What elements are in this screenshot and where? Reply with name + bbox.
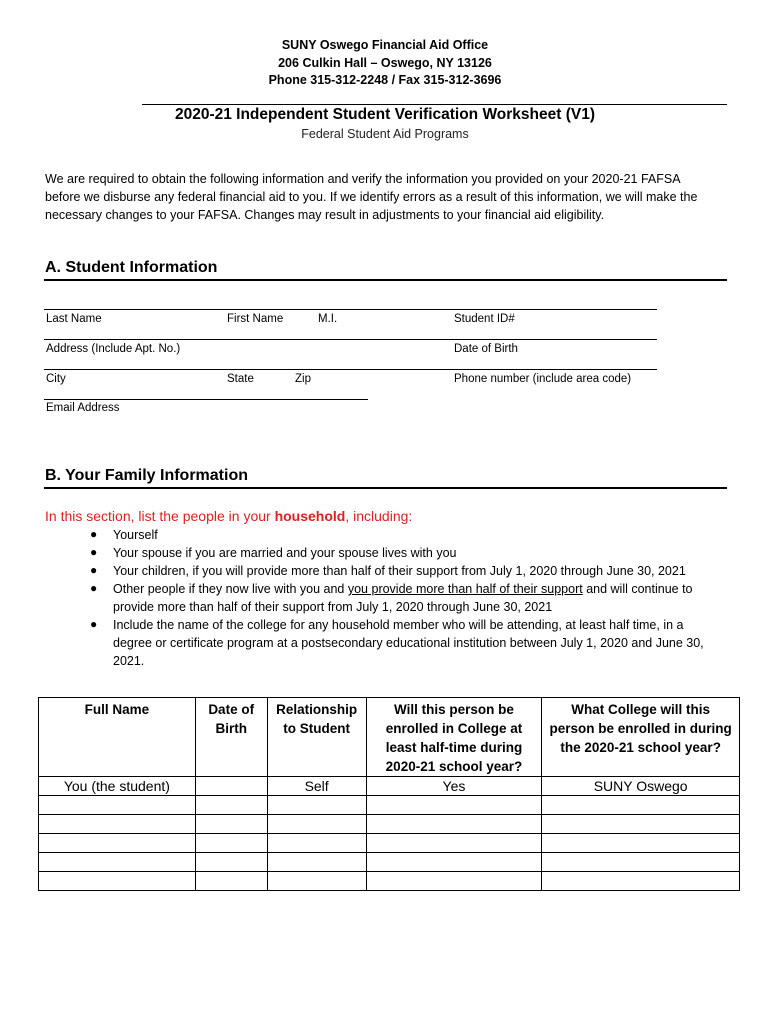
enrolled-header xyxy=(366,698,542,777)
section-a-rule xyxy=(44,279,727,281)
section-b-rule xyxy=(44,487,727,489)
table-row xyxy=(39,815,740,834)
full-name-header xyxy=(39,698,196,777)
bullet-text: Other people if they now live with you and xyxy=(113,582,348,596)
dob-cell[interactable] xyxy=(195,815,267,834)
bullet-underline-text: you provide more than half of their support xyxy=(347,582,583,596)
bullet-item xyxy=(113,616,733,670)
header-text: Will this person be xyxy=(394,702,514,717)
college-cell[interactable] xyxy=(542,796,740,815)
dob-cell[interactable] xyxy=(195,834,267,853)
bullet-item: Your spouse if you are married and your spouse lives with you xyxy=(113,546,457,560)
intro-line: We are required to obtain the following information and verify the information you provided on your 2020-21 FAFSA xyxy=(45,172,681,186)
dob-label: Date of Birth xyxy=(454,343,518,355)
name-cell[interactable] xyxy=(39,853,196,872)
college-cell[interactable] xyxy=(542,872,740,891)
page-subtitle: Federal Student Aid Programs xyxy=(301,127,469,141)
dob-cell[interactable] xyxy=(195,853,267,872)
header-text: to Student xyxy=(283,721,350,736)
page-title: 2020-21 Independent Student Verification Worksheet (V1) xyxy=(174,106,596,123)
table-row xyxy=(39,834,740,853)
enrolled-cell[interactable] xyxy=(366,853,542,872)
relationship-cell[interactable] xyxy=(267,796,366,815)
address-label: Address (Include Apt. No.) xyxy=(46,343,181,355)
enrolled-cell[interactable] xyxy=(366,815,542,834)
city-line[interactable] xyxy=(44,369,657,370)
enrolled-cell[interactable] xyxy=(366,796,542,815)
title-top-rule xyxy=(142,104,727,105)
header-text: Relationship xyxy=(276,702,358,717)
relationship-cell[interactable] xyxy=(267,815,366,834)
table-row xyxy=(39,796,740,815)
header-text: least half-time during xyxy=(385,740,523,755)
dob-cell[interactable] xyxy=(195,872,267,891)
email-label: Email Address xyxy=(46,402,120,414)
zip-label: Zip xyxy=(295,373,311,385)
student-id-label: Student ID# xyxy=(454,313,515,325)
bullet-item: Your children, if you will provide more than half of their support from July 1, 2020 through June 30, 2021 xyxy=(113,564,686,578)
enrolled-cell[interactable]: Yes xyxy=(366,777,542,796)
office-phone: Phone 315-312-2248 / Fax 315-312-3696 xyxy=(268,73,502,87)
name-cell[interactable] xyxy=(39,796,196,815)
enrolled-cell[interactable] xyxy=(366,834,542,853)
name-cell[interactable]: You (the student) xyxy=(39,777,196,796)
office-address: 206 Culkin Hall – Oswego, NY 13126 xyxy=(278,56,492,70)
header-text: 2020-21 school year? xyxy=(385,759,523,774)
bullet-item xyxy=(113,580,733,616)
bullet-text: and will continue to xyxy=(582,582,693,596)
intro-line: before we disburse any federal financial aid to you. If we identify errors as a result of this information, we will make the xyxy=(45,190,698,204)
bullet-text: 2021. xyxy=(113,654,145,668)
office-name: SUNY Oswego Financial Aid Office xyxy=(281,38,489,52)
section-a-heading: A. Student Information xyxy=(45,259,218,276)
last-name-label: Last Name xyxy=(46,313,102,325)
header-text: Birth xyxy=(215,721,247,736)
household-instruction xyxy=(45,508,412,524)
address-line[interactable] xyxy=(44,339,657,340)
table-row xyxy=(39,777,740,796)
email-line[interactable] xyxy=(44,399,368,400)
header-text: person be enrolled in during xyxy=(549,721,732,736)
state-label: State xyxy=(227,373,254,385)
college-header xyxy=(542,698,740,777)
college-cell[interactable] xyxy=(542,815,740,834)
college-cell[interactable]: SUNY Oswego xyxy=(542,777,740,796)
instruction-bold: household xyxy=(274,508,346,524)
bullet-text: degree or certificate program at a postsecondary educational institution between July 1, 2020 and June 30, xyxy=(113,636,704,650)
student-name-line[interactable] xyxy=(44,309,657,310)
name-cell[interactable] xyxy=(39,872,196,891)
bullet-item: Yourself xyxy=(113,528,158,542)
header-text: enrolled in College at xyxy=(385,721,523,736)
name-cell[interactable] xyxy=(39,834,196,853)
dob-cell[interactable] xyxy=(195,777,267,796)
table-row xyxy=(39,872,740,891)
dob-header xyxy=(195,698,267,777)
relationship-cell[interactable] xyxy=(267,834,366,853)
household-table xyxy=(38,697,740,891)
college-cell[interactable] xyxy=(542,853,740,872)
relationship-header xyxy=(267,698,366,777)
header-text: Full Name xyxy=(84,702,150,717)
bullet-text: provide more than half of their support from July 1, 2020 through June 30, 2021 xyxy=(113,600,553,614)
instruction-text: In this section, list the people in your xyxy=(45,508,275,524)
bullet-icon: ● xyxy=(90,527,98,541)
header-text: Date of xyxy=(208,702,255,717)
bullet-icon: ● xyxy=(90,563,98,577)
bullet-text: Include the name of the college for any household member who will be attending, at least half time, in a xyxy=(113,618,684,632)
bullet-icon: ● xyxy=(90,581,98,595)
dob-cell[interactable] xyxy=(195,796,267,815)
college-cell[interactable] xyxy=(542,834,740,853)
relationship-cell[interactable]: Self xyxy=(267,777,366,796)
intro-line: necessary changes to your FAFSA. Changes may result in adjustments to your financial aid eligibility. xyxy=(45,208,605,222)
bullet-icon: ● xyxy=(90,617,98,631)
table-row xyxy=(39,853,740,872)
mi-label: M.I. xyxy=(318,313,338,325)
table-header-row xyxy=(39,698,740,777)
relationship-cell[interactable] xyxy=(267,872,366,891)
header-text: What College will this xyxy=(571,702,711,717)
first-name-label: First Name xyxy=(227,313,284,325)
section-b-heading: B. Your Family Information xyxy=(45,467,248,484)
city-label: City xyxy=(46,373,66,385)
enrolled-cell[interactable] xyxy=(366,872,542,891)
intro-paragraph xyxy=(45,170,735,224)
bullet-icon: ● xyxy=(90,545,98,559)
phone-label: Phone number (include area code) xyxy=(454,373,632,385)
instruction-text: , including: xyxy=(345,508,413,524)
header-text: the 2020-21 school year? xyxy=(560,740,721,755)
relationship-cell[interactable] xyxy=(267,853,366,872)
name-cell[interactable] xyxy=(39,815,196,834)
